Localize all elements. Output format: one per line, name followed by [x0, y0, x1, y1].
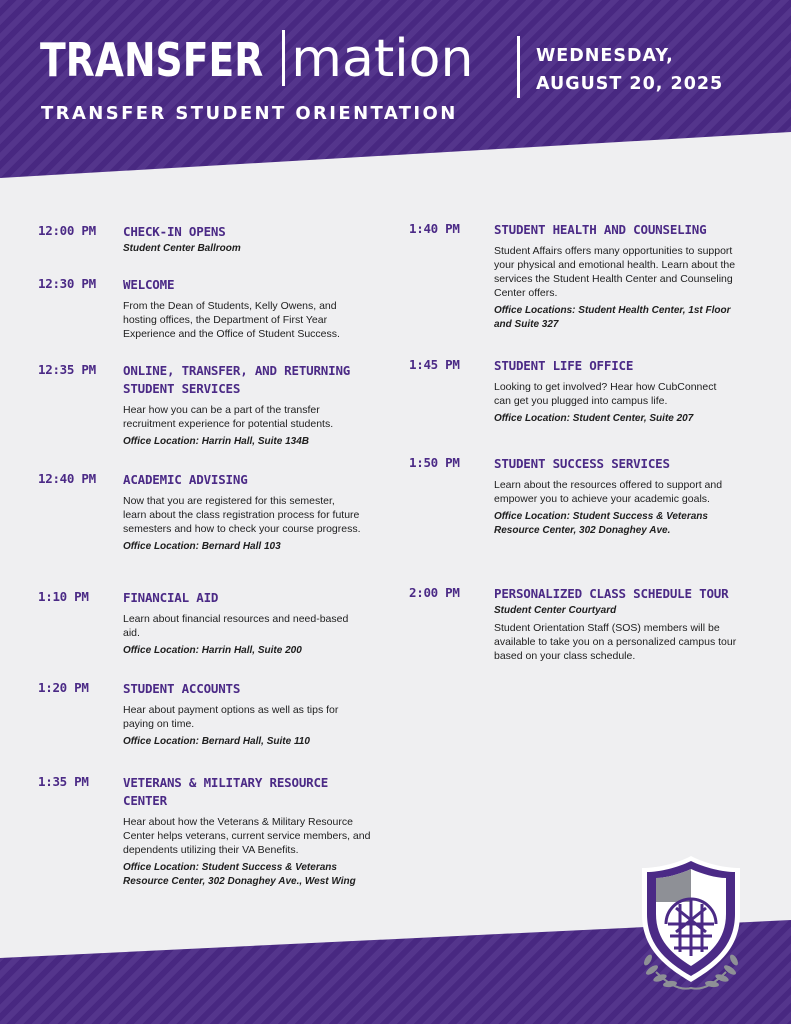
schedule-location: Office Location: Student Center, Suite 207	[494, 413, 694, 424]
schedule-title: ONLINE, TRANSFER, AND RETURNING STUDENT SERVICES	[123, 363, 351, 396]
schedule-description: Hear how you can be a part of the transfer recruitment experience for potential students.	[123, 404, 334, 430]
schedule-time: 1:50 PM	[409, 455, 460, 470]
schedule-time: 1:45 PM	[409, 357, 460, 372]
university-shield-crest-icon	[636, 852, 746, 997]
schedule-description: From the Dean of Students, Kelly Owens, and hosting offices, the Department of First Year Experience and the Office of Student Success.	[123, 300, 340, 340]
event-date-day: AUGUST 20, 2025	[536, 74, 724, 94]
schedule-title: WELCOME	[123, 277, 175, 292]
schedule-location: Office Location: Harrin Hall, Suite 134B	[123, 436, 309, 447]
schedule-title: STUDENT LIFE OFFICE	[494, 358, 634, 373]
schedule-description: Learn about financial resources and need-based aid.	[123, 613, 349, 639]
schedule-title: CHECK-IN OPENS	[123, 224, 226, 239]
schedule-title: STUDENT SUCCESS SERVICES	[494, 456, 670, 471]
event-date	[536, 42, 723, 98]
brand-strong-text: TRANSFER	[40, 33, 264, 87]
schedule-location: Student Center Courtyard	[494, 605, 617, 616]
schedule-title: ACADEMIC ADVISING	[123, 472, 248, 487]
schedule-title: PERSONALIZED CLASS SCHEDULE TOUR	[494, 586, 729, 601]
schedule-time: 12:00 PM	[38, 223, 96, 238]
schedule-location: Office Location: Harrin Hall, Suite 200	[123, 645, 302, 656]
schedule-time: 12:30 PM	[38, 276, 96, 291]
schedule-title: STUDENT ACCOUNTS	[123, 681, 241, 696]
schedule-description: Now that you are registered for this semester, learn about the class registration process for future semesters and how to check your course progress.	[123, 495, 361, 535]
schedule-location: Office Locations: Student Health Center, 1st Floor and Suite 327	[494, 305, 731, 330]
schedule-description: Student Orientation Staff (SOS) members will be available to take you on a personalized campus tour based on your class schedule.	[494, 622, 737, 662]
schedule-time: 1:40 PM	[409, 221, 460, 236]
page-subtitle: TRANSFER STUDENT ORIENTATION	[41, 103, 458, 124]
header-divider	[517, 36, 520, 98]
brand-light-text: mation	[291, 29, 474, 89]
schedule-time: 1:35 PM	[38, 774, 89, 789]
schedule-description: Learn about the resources offered to support and empower you to achieve your academic goals.	[494, 479, 723, 505]
schedule-description: Hear about payment options as well as tips for paying on time.	[123, 704, 339, 730]
schedule-time: 2:00 PM	[409, 585, 460, 600]
brand-logo	[40, 29, 474, 89]
schedule-description: Student Affairs offers many opportunities to support your physical and emotional health. Learn about the services the Student Health Center and Counseling Center offers.	[494, 245, 736, 299]
schedule-time: 12:40 PM	[38, 471, 96, 486]
schedule-description: Looking to get involved? Hear how CubConnect can get you plugged into campus life.	[494, 381, 717, 407]
schedule-time: 1:20 PM	[38, 680, 89, 695]
schedule-location: Office Location: Bernard Hall 103	[123, 541, 281, 552]
event-date-weekday: WEDNESDAY,	[536, 46, 674, 66]
schedule-title: STUDENT HEALTH AND COUNSELING	[494, 222, 707, 237]
schedule-title: VETERANS & MILITARY RESOURCE CENTER	[123, 775, 329, 808]
schedule-time: 12:35 PM	[38, 362, 96, 377]
schedule-description: Hear about how the Veterans & Military Resource Center helps veterans, current service members, and dependents utilizing their VA Benefits.	[123, 816, 371, 856]
schedule-location: Office Location: Student Success & Veterans Resource Center, 302 Donaghey Ave.	[494, 511, 708, 536]
schedule-location: Office Location: Student Success & Veterans Resource Center, 302 Donaghey Ave., West Wing	[123, 862, 356, 887]
schedule-location: Student Center Ballroom	[123, 243, 241, 254]
schedule-title: FINANCIAL AID	[123, 590, 219, 605]
schedule-time: 1:10 PM	[38, 589, 89, 604]
schedule-location: Office Location: Bernard Hall, Suite 110	[123, 736, 310, 747]
brand-divider	[282, 30, 285, 86]
